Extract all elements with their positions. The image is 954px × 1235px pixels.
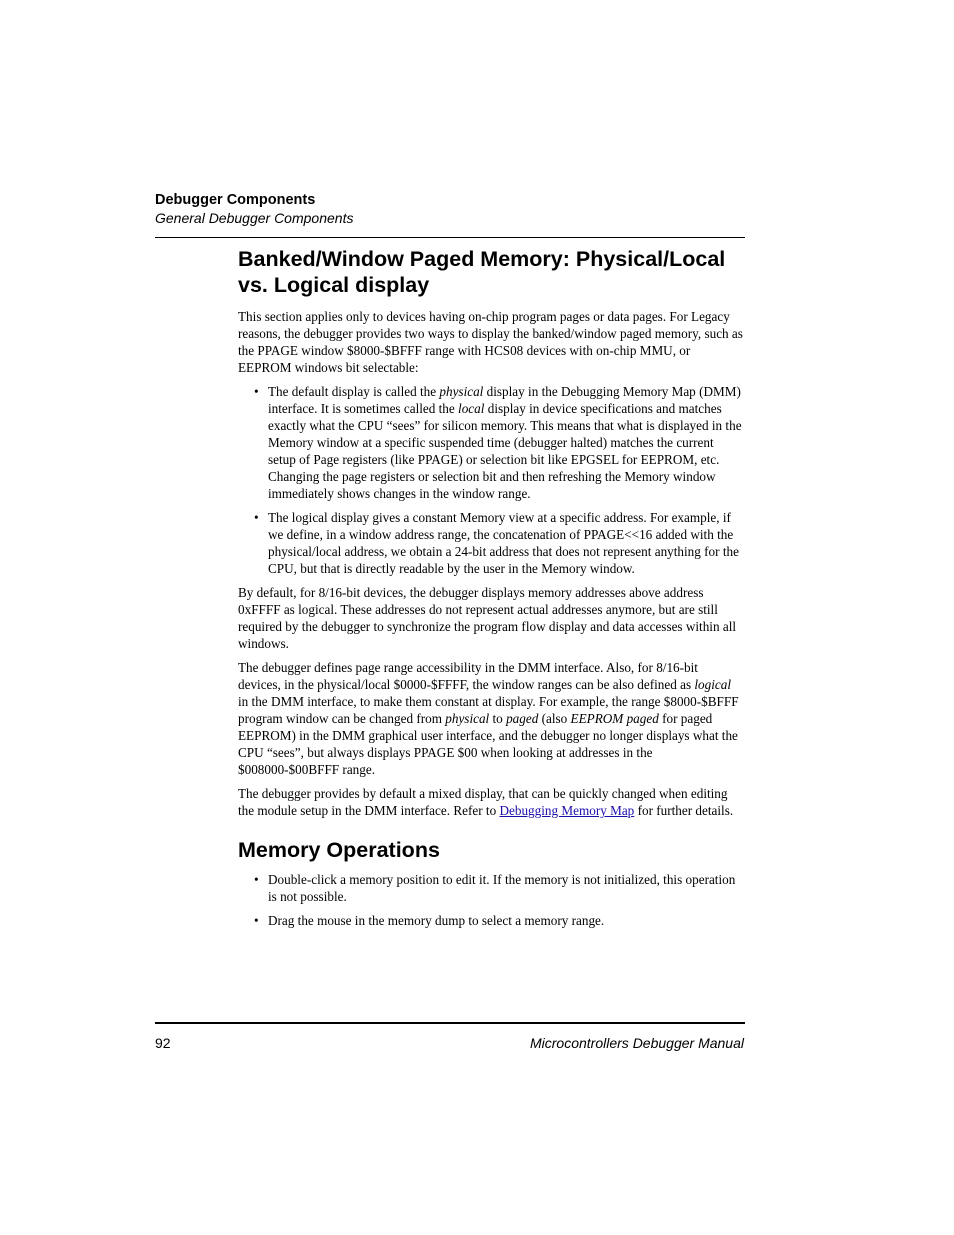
list-item-text: Double-click a memory position to edit it. If the memory is not initialized, this operation is not possible. — [268, 872, 736, 904]
mixed-display-paragraph — [238, 785, 744, 819]
paragraph-text: The debugger provides by default a mixed display, that can be quickly changed when editing the module setup in the DMM interface. Refer to — [238, 786, 728, 818]
manual-title: Microcontrollers Debugger Manual — [530, 1035, 744, 1051]
list-item-drag-select — [254, 912, 744, 929]
emphasis-local: local — [458, 401, 485, 416]
section-heading-memory-operations: Memory Operations — [238, 838, 440, 862]
bullet-glyph: • — [254, 384, 259, 399]
intro-paragraph: This section applies only to devices having on-chip program pages or data pages. For Legacy reasons, the debugger provides two ways to display the banked/window paged memory, such as the PPAGE window $8000-$BFFF range with HCS08 devices with on-chip MMU, or EEPROM windows bit selectable: — [238, 309, 743, 375]
paragraph-text: (also — [538, 711, 571, 726]
list-item-text: display in the Debugging Memory Map (DMM) interface. It is sometimes called the — [268, 384, 741, 416]
emphasis-physical: physical — [445, 711, 490, 726]
paragraph-text: in the DMM interface, to make them constant at display. For example, the range $8000-$BFFF program window can be changed from — [238, 694, 739, 726]
footer-divider — [155, 1022, 745, 1024]
bullet-glyph: • — [254, 510, 259, 525]
paragraph-text: for further details. — [634, 803, 734, 818]
emphasis-logical: logical — [694, 677, 732, 692]
running-header-title: Debugger Components — [155, 192, 316, 208]
paragraph-text: for paged EEPROM) in the DMM graphical user interface, and the debugger no longer displays what the CPU “sees”, but always displays PPAGE $00 when looking at addresses in the $008000-$00BFFF range. — [238, 711, 738, 777]
paragraph-text: to — [489, 711, 507, 726]
running-header — [155, 191, 745, 227]
list-item-logical-display — [254, 509, 744, 577]
page-number: 92 — [155, 1035, 171, 1051]
bullet-glyph: • — [254, 913, 259, 928]
bullet-glyph: • — [254, 872, 259, 887]
emphasis-paged: paged — [506, 711, 539, 726]
display-modes-list — [238, 383, 744, 577]
page-range-paragraph — [238, 659, 744, 778]
paragraph-text: The debugger defines page range accessibility in the DMM interface. Also, for 8/16-bit devices, in the physical/local $0000-$FFFF, the window ranges can be also defined as — [238, 660, 698, 692]
list-item-physical-display — [254, 383, 744, 502]
list-item-text: display in device specifications and matches exactly what the CPU “sees” for silicon memory. This means that what is displayed in the Memory window at a specific suspended time (debugger halted) matches the current setup of Page registers (like PPAGE) or selection bit like EPGSEL for EEPROM, etc. Changing the page registers or selection bit and then refreshing the Memory window immediately shows changes in the window range. — [268, 401, 742, 501]
emphasis-eeprom-paged: EEPROM paged — [570, 711, 659, 726]
section-heading-banked-memory: Banked/Window Paged Memory: Physical/Local vs. Logical display — [238, 247, 726, 297]
list-item-text: Drag the mouse in the memory dump to select a memory range. — [268, 913, 605, 928]
default-display-paragraph: By default, for 8/16-bit devices, the debugger displays memory addresses above address 0xFFFF as logical. These addresses do not represent actual addresses anymore, but are still required by the debugger to synchronize the program flow display and data accesses within all windows. — [238, 585, 737, 651]
memory-operations-list — [238, 871, 744, 929]
list-item-text: The logical display gives a constant Memory view at a specific address. For example, if we define, in a window address range, the concatenation of PPAGE<<16 added with the physical/local address, we obtain a 24-bit address that does not represent anything for the CPU, but that is directly readable by the user in the Memory window. — [268, 510, 739, 576]
list-item-double-click — [254, 871, 744, 905]
running-header-subtitle: General Debugger Components — [155, 210, 354, 226]
emphasis-physical: physical — [439, 384, 484, 399]
header-divider — [155, 237, 745, 238]
debugging-memory-map-link[interactable]: Debugging Memory Map — [499, 803, 635, 818]
list-item-text: The default display is called the — [268, 384, 440, 399]
page-content — [238, 246, 744, 936]
